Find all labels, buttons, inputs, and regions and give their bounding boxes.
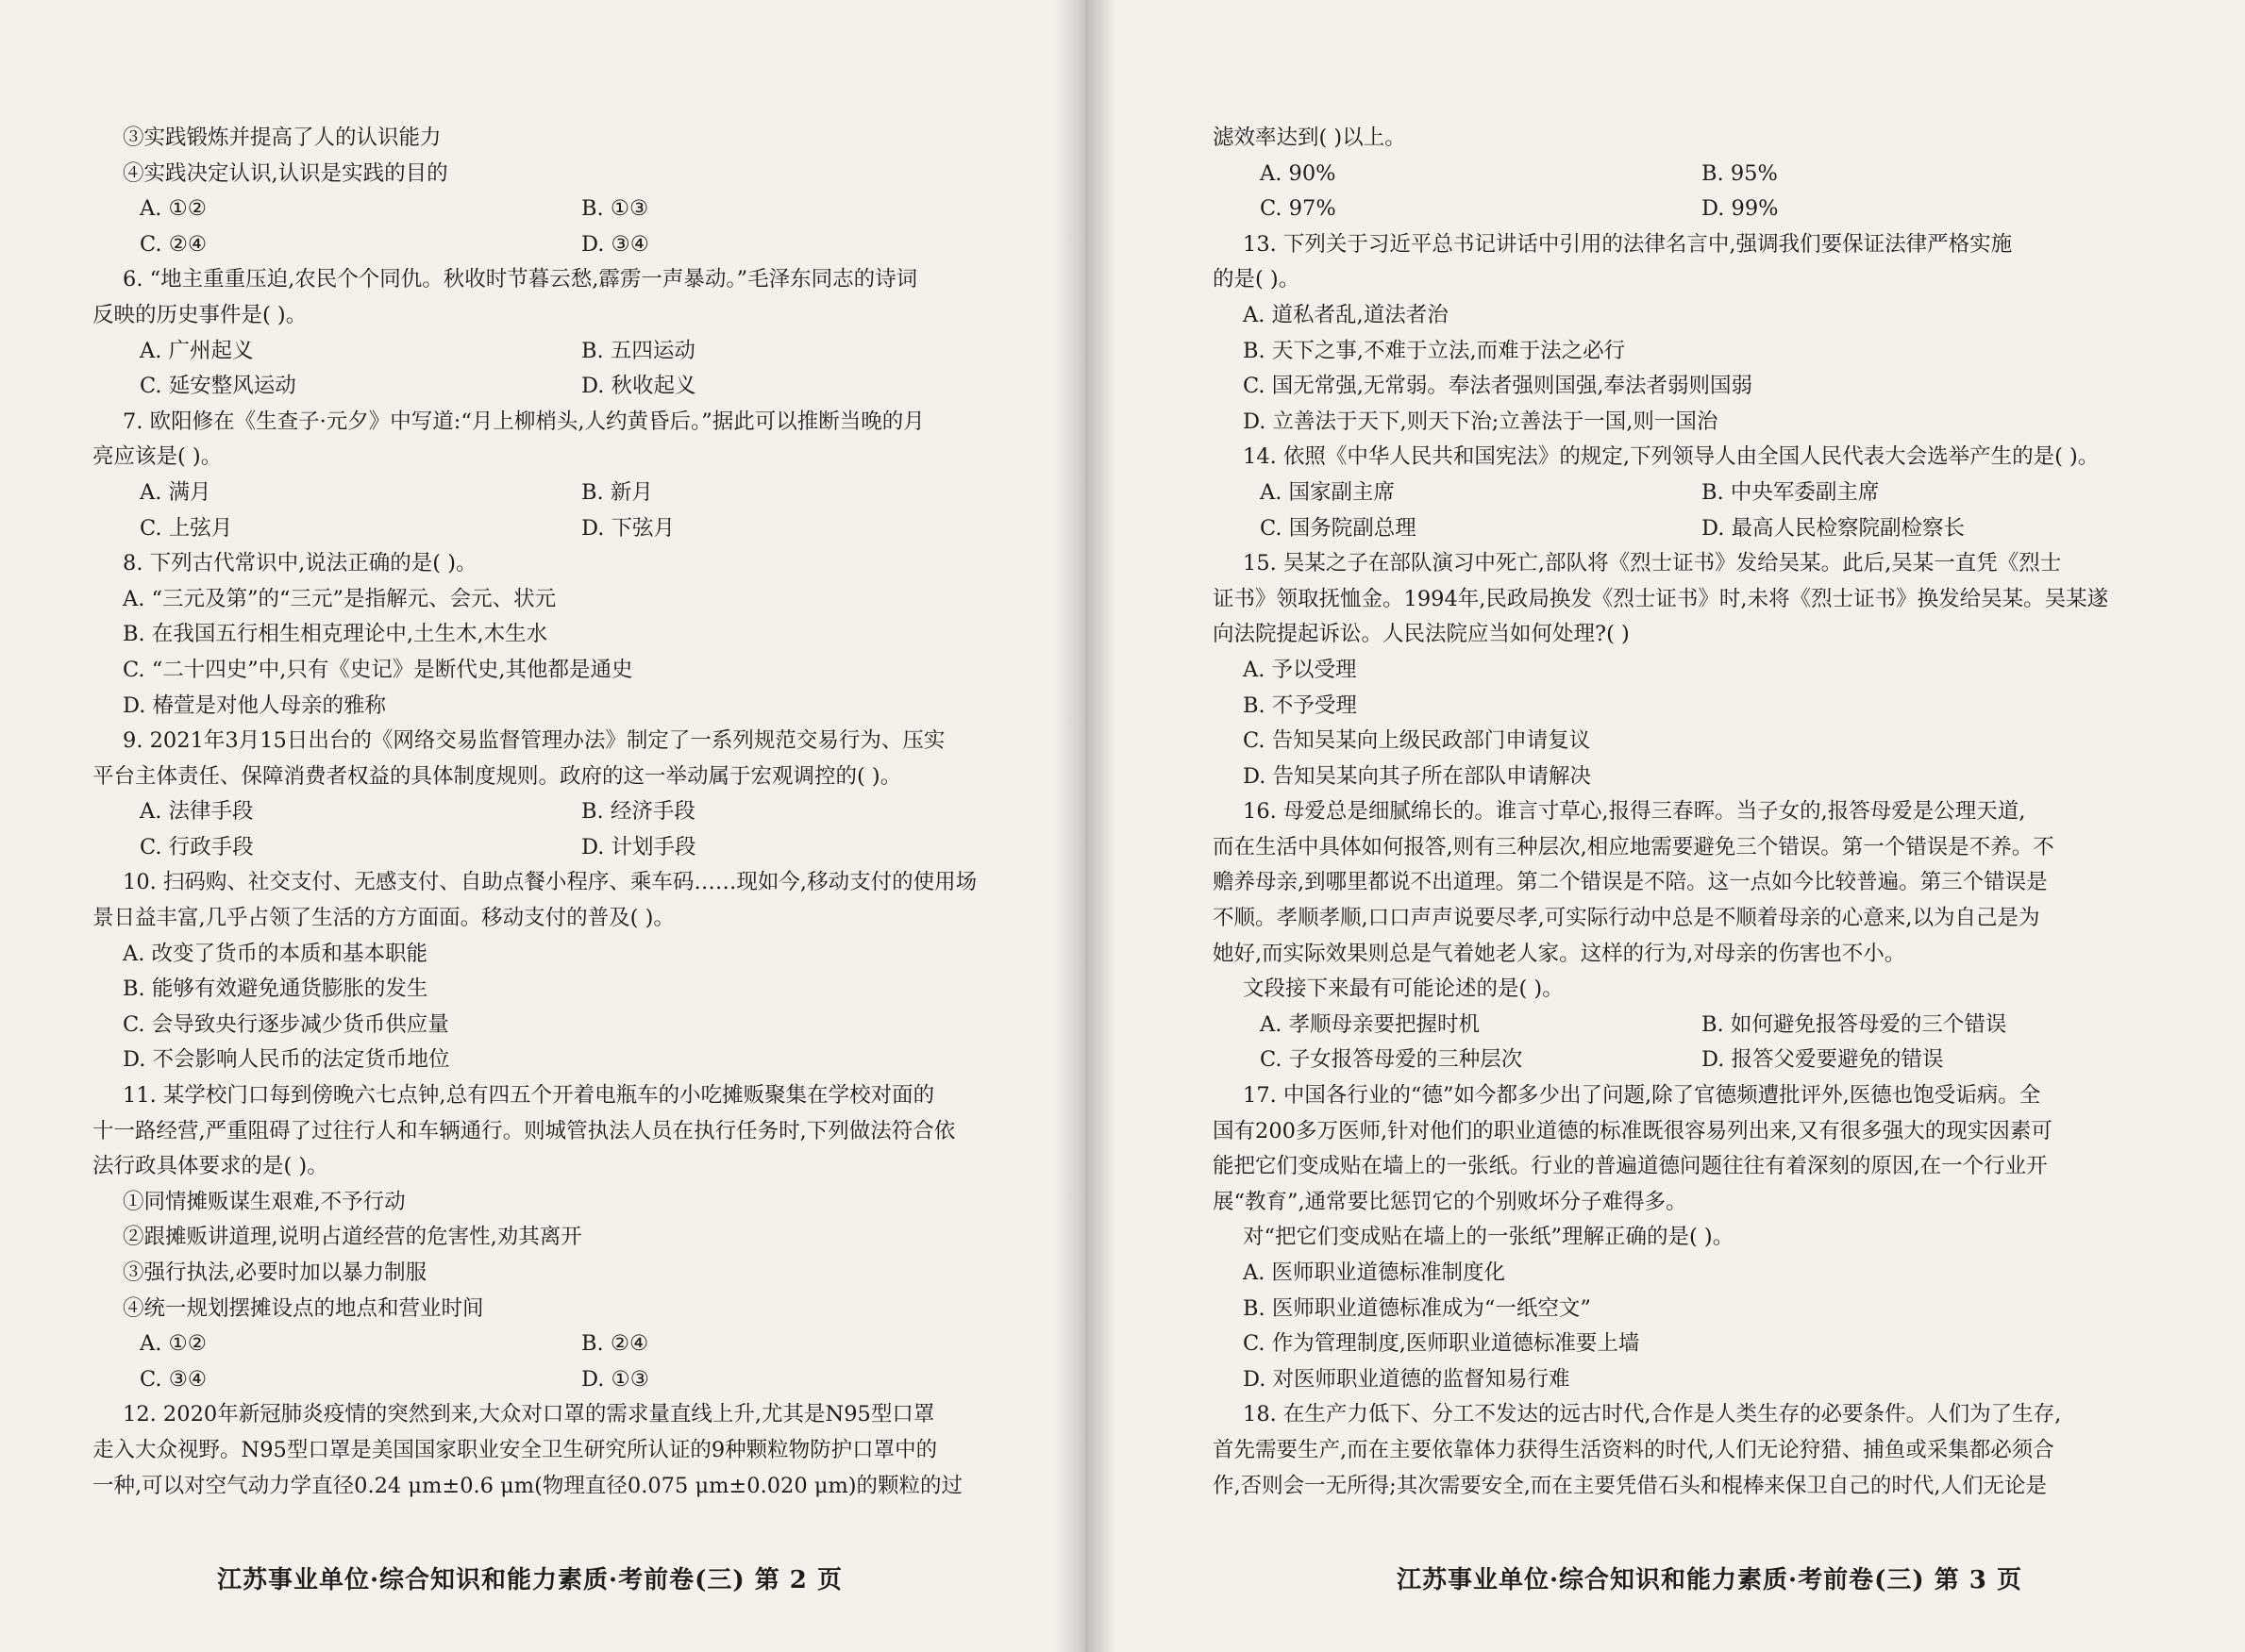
option-row	[92, 1327, 1027, 1362]
option-choice: B. 95%	[1701, 160, 1778, 186]
text-line: C. 作为管理制度,医师职业道德标准要上墙	[1243, 1331, 1640, 1357]
text-line: 7. 欧阳修在《生查子·元夕》中写道:“月上柳梢头,人约黄昏后。”据此可以推断当晚的月	[123, 409, 925, 434]
option-choice: C. ②④	[140, 231, 208, 257]
option-choice: C. ③④	[140, 1366, 208, 1392]
option-row	[92, 227, 1027, 263]
text-line: ①同情摊贩谋生艰难,不予行动	[123, 1189, 406, 1214]
option-row	[1213, 1043, 2166, 1078]
text-line: 10. 扫码购、社交支付、无感支付、自助点餐小程序、乘车码……现如今,移动支付的使用场	[123, 870, 978, 895]
text-line: 向法院提起诉讼。人民法院应当如何处理?( )	[1213, 622, 1630, 647]
text-line: ③强行执法,必要时加以暴力制服	[123, 1260, 427, 1285]
option-choice: B. 五四运动	[581, 338, 695, 363]
option-choice: B. 如何避免报答母爱的三个错误	[1701, 1011, 2007, 1037]
option-choice: B. 新月	[581, 479, 653, 505]
text-line: A. 医师职业道德标准制度化	[1243, 1260, 1506, 1285]
text-line: C. 国无常强,无常弱。奉法者强则国强,奉法者弱则国弱	[1243, 374, 1753, 399]
text-line: 17. 中国各行业的“德”如今都多少出了问题,除了官德频遭批评外,医德也饱受诟病。全	[1243, 1083, 2041, 1109]
text-line: C. 会导致央行逐步减少货币供应量	[123, 1011, 449, 1037]
option-choice: C. 国务院副总理	[1260, 515, 1416, 541]
option-choice: A. 90%	[1260, 160, 1336, 186]
text-line: 不顺。孝顺孝顺,口口声声说要尽孝,可实际行动中总是不顺着母亲的心意来,以为自己是为	[1213, 906, 2040, 931]
text-line: D. 对医师职业道德的监督知易行难	[1243, 1366, 1570, 1392]
option-choice: D. 99%	[1701, 196, 1779, 222]
text-line: 滤效率达到( )以上。	[1213, 125, 1406, 150]
option-choice: D. 最高人民检察院副检察长	[1701, 515, 1966, 541]
text-line: A. 予以受理	[1243, 657, 1357, 682]
text-line: B. 天下之事,不难于立法,而难于法之必行	[1243, 338, 1626, 363]
option-choice: A. 孝顺母亲要把握时机	[1260, 1011, 1481, 1037]
option-choice: C. 延安整风运动	[140, 374, 296, 399]
right-page-footer: 江苏事业单位·综合知识和能力素质·考前卷(三) 第 3 页	[1397, 1566, 2022, 1594]
option-row	[92, 794, 1027, 830]
option-row	[92, 830, 1027, 866]
option-choice: D. 秋收起义	[581, 374, 696, 399]
text-line: 展“教育”,通常要比惩罚它的个别败坏分子难得多。	[1213, 1189, 1687, 1214]
text-line: C. 告知吴某向上级民政部门申请复议	[1243, 728, 1591, 754]
text-line: 赡养母亲,到哪里都说不出道理。第二个错误是不陪。这一点如今比较普遍。第三个错误是	[1213, 870, 2048, 895]
text-line: 11. 某学校门口每到傍晚六七点钟,总有四五个开着电瓶车的小吃摊贩聚集在学校对面的	[123, 1083, 935, 1109]
text-line: A. “三元及第”的“三元”是指解元、会元、状元	[123, 586, 557, 611]
option-choice: D. 下弦月	[581, 515, 676, 541]
option-choice: D. ①③	[581, 1366, 649, 1392]
option-row	[1213, 511, 2166, 547]
option-choice: A. ①②	[140, 1331, 207, 1357]
text-line: 对“把它们变成贴在墙上的一张纸”理解正确的是( )。	[1243, 1225, 1734, 1250]
option-row	[92, 511, 1027, 547]
text-line: ②跟摊贩讲道理,说明占道经营的危害性,劝其离开	[123, 1225, 582, 1250]
text-line: 景日益丰富,几乎占领了生活的方方面面。移动支付的普及( )。	[92, 906, 675, 931]
book-gutter	[1055, 0, 1115, 1652]
text-line: 的是( )。	[1213, 267, 1300, 292]
option-choice: A. 广州起义	[140, 338, 254, 363]
option-row	[92, 334, 1027, 370]
text-line: B. 医师职业道德标准成为“一纸空文”	[1243, 1295, 1591, 1321]
option-choice: C. 上弦月	[140, 515, 233, 541]
option-choice: A. 法律手段	[140, 799, 254, 825]
option-choice: B. ②④	[581, 1331, 649, 1357]
option-choice: D. 报答父爱要避免的错误	[1701, 1047, 1944, 1073]
text-line: 国有200多万医师,针对他们的职业道德的标准既很容易列出来,又有很多强大的现实因素可	[1213, 1118, 2052, 1143]
text-line: 证书》领取抚恤金。1994年,民政局换发《烈士证书》时,未将《烈士证书》换发给吴某。吴某遂	[1213, 586, 2109, 611]
text-line: 法行政具体要求的是( )。	[92, 1154, 328, 1179]
option-row	[92, 1362, 1027, 1398]
right-page	[1085, 0, 2245, 1652]
text-line: 6. “地主重重压迫,农民个个同仇。秋收时节暮云愁,霹雳一声暴动。”毛泽东同志的诗词	[123, 267, 918, 292]
text-line: C. “二十四史”中,只有《史记》是断代史,其他都是通史	[123, 657, 633, 682]
text-line: B. 能够有效避免通货膨胀的发生	[123, 976, 428, 1002]
option-row	[92, 369, 1027, 405]
text-line: 亮应该是( )。	[92, 444, 223, 470]
text-line: D. 告知吴某向其子所在部队申请解决	[1243, 763, 1592, 789]
left-page	[0, 0, 1085, 1652]
text-line: 她好,而实际效果则总是气着她老人家。这样的行为,对母亲的伤害也不小。	[1213, 941, 1906, 966]
option-choice: B. ①③	[581, 196, 649, 222]
option-choice: A. 国家副主席	[1260, 479, 1396, 505]
text-line: 一种,可以对空气动力学直径0.24 μm±0.6 μm(物理直径0.075 μm±0.020 μm)的颗粒的过	[92, 1473, 963, 1498]
option-row	[1213, 1008, 2166, 1043]
option-row	[1213, 476, 2166, 511]
text-line: A. 道私者乱,道法者治	[1243, 302, 1449, 327]
left-page-footer: 江苏事业单位·综合知识和能力素质·考前卷(三) 第 2 页	[217, 1566, 843, 1594]
option-choice: C. 子女报答母爱的三种层次	[1260, 1047, 1523, 1073]
text-line: ④统一规划摆摊设点的地点和营业时间	[123, 1295, 484, 1321]
text-line: 18. 在生产力低下、分工不发达的远古时代,合作是人类生存的必要条件。人们为了生存,	[1243, 1402, 2062, 1427]
option-choice: C. 97%	[1260, 196, 1336, 222]
option-choice: A. 满月	[140, 479, 211, 505]
text-line: D. 立善法于天下,则天下治;立善法于一国,则一国治	[1243, 409, 1718, 434]
text-line: 13. 下列关于习近平总书记讲话中引用的法律名言中,强调我们要保证法律严格实施	[1243, 231, 2013, 257]
option-row	[92, 476, 1027, 511]
option-choice: D. 计划手段	[581, 834, 696, 859]
text-line: 作,否则会一无所得;其次需要安全,而在主要凭借石头和棍棒来保卫自己的时代,人们无论是	[1213, 1473, 2048, 1498]
text-line: B. 在我国五行相生相克理论中,土生木,木生水	[123, 622, 548, 647]
text-line: 8. 下列古代常识中,说法正确的是( )。	[123, 551, 477, 576]
text-line: 能把它们变成贴在墙上的一张纸。行业的普遍道德问题往往有着深刻的原因,在一个行业开	[1213, 1154, 2048, 1179]
text-line: 15. 吴某之子在部队演习中死亡,部队将《烈士证书》发给吴某。此后,吴某一直凭《烈士	[1243, 551, 2062, 576]
option-choice: B. 经济手段	[581, 799, 695, 825]
option-choice: D. ③④	[581, 231, 649, 257]
option-row	[1213, 192, 2166, 227]
text-line: 文段接下来最有可能论述的是( )。	[1243, 976, 1564, 1002]
text-line: 十一路经营,严重阻碍了过往行人和车辆通行。则城管执法人员在执行任务时,下列做法符合依	[92, 1118, 956, 1143]
option-row	[1213, 157, 2166, 192]
text-line: 反映的历史事件是( )。	[92, 302, 308, 327]
text-line: ③实践锻炼并提高了人的认识能力	[123, 125, 442, 150]
left-page-text	[92, 121, 1027, 1504]
text-line: 14. 依照《中华人民共和国宪法》的规定,下列领导人由全国人民代表大会选举产生的是( )。	[1243, 444, 2100, 470]
option-choice: B. 中央军委副主席	[1701, 479, 1880, 505]
text-line: A. 改变了货币的本质和基本职能	[123, 941, 428, 966]
option-row	[92, 192, 1027, 227]
text-line: 首先需要生产,而在主要依靠体力获得生活资料的时代,人们无论狩猎、捕鱼或采集都必须合	[1213, 1437, 2054, 1462]
text-line: ④实践决定认识,认识是实践的目的	[123, 160, 448, 186]
option-choice: A. ①②	[140, 196, 207, 222]
text-line: D. 不会影响人民币的法定货币地位	[123, 1047, 450, 1073]
text-line: B. 不予受理	[1243, 693, 1357, 718]
text-line: 而在生活中具体如何报答,则有三种层次,相应地需要避免三个错误。第一个错误是不养。不	[1213, 834, 2054, 859]
text-line: 9. 2021年3月15日出台的《网络交易监督管理办法》制定了一系列规范交易行为、压实	[123, 728, 946, 754]
text-line: 12. 2020年新冠肺炎疫情的突然到来,大众对口罩的需求量直线上升,尤其是N95型口罩	[123, 1402, 935, 1427]
text-line: 走入大众视野。N95型口罩是美国国家职业安全卫生研究所认证的9种颗粒物防护口罩中的	[92, 1437, 938, 1462]
right-page-text	[1213, 121, 2166, 1504]
text-line: 16. 母爱总是细腻绵长的。谁言寸草心,报得三春晖。当子女的,报答母爱是公理天道,	[1243, 799, 2026, 825]
option-choice: C. 行政手段	[140, 834, 254, 859]
text-line: 平台主体责任、保障消费者权益的具体制度规则。政府的这一举动属于宏观调控的( )。	[92, 763, 902, 789]
text-line: D. 椿萱是对他人母亲的雅称	[123, 693, 387, 718]
